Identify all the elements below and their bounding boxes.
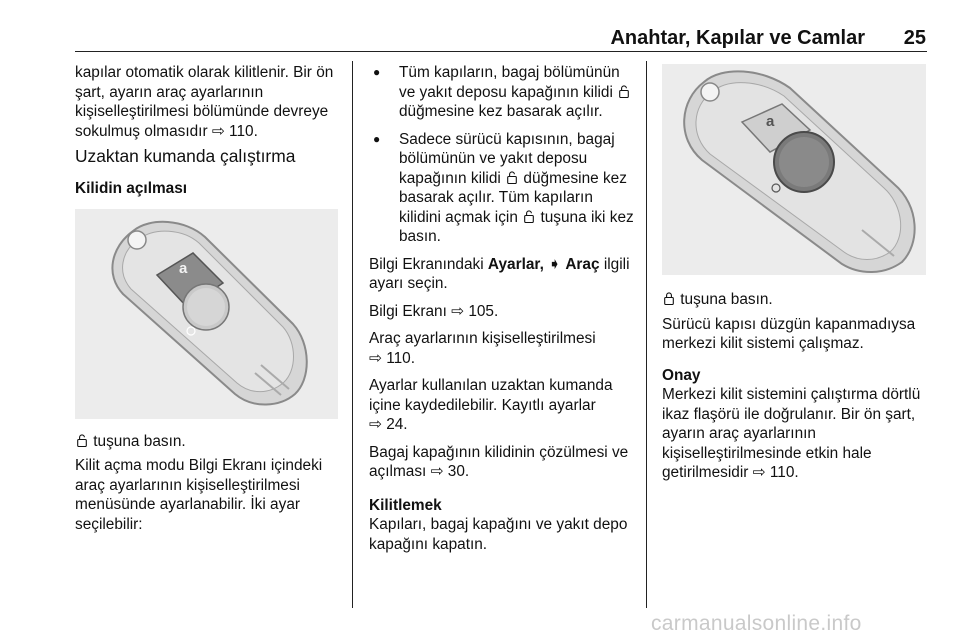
reference-arrow-icon: ⇨ (211, 122, 225, 140)
menu-arrow-icon: ➧ (548, 255, 562, 273)
page-number: 25 (903, 27, 926, 49)
menu-vehicle: Araç (565, 255, 600, 273)
menu-path-paragraph: Bilgi Ekranındaki Ayarlar, ➧ Araç ilgili ayarı seçin. (369, 255, 630, 292)
chapter-title: Anahtar, Kapılar ve Camlar (610, 27, 865, 49)
unlock-icon (507, 171, 517, 184)
reference-arrow-icon: ⇨ (451, 302, 465, 320)
page-reference: 110. (229, 122, 258, 140)
column-middle (369, 63, 635, 562)
confirm-paragraph: Merkezi kilit sistemini çalıştırma dörtlü ikaz flaşörü ile doğrulanır. Bir ön şart, ayarın araç ayarlarının kişiselleştirilmesinde etkin hale getirilmesidir ⇨ 110. (662, 386, 921, 481)
trunk-paragraph: Bagaj kapağının kilidinin çözülmesi ve açılması ⇨ 30. (369, 443, 629, 480)
watermark: carmanualsonline.info (651, 612, 862, 635)
column-right (662, 290, 930, 491)
reference-arrow-icon: ⇨ (369, 416, 382, 433)
reference-personalization: Araç ayarlarının kişiselleştirilmesi ⇨ 110. (369, 330, 596, 367)
saved-settings-paragraph: Ayarlar kullanılan uzaktan kumanda içine kaydedilebilir. Kayıtlı ayarlar ⇨ 24. (369, 377, 613, 433)
subheading-lock: Kilitlemek (369, 496, 442, 514)
unlock-icon (524, 210, 534, 223)
column-divider-left (352, 61, 353, 608)
menu-settings: Ayarlar (487, 255, 540, 273)
reference-arrow-icon: ⇨ (369, 349, 382, 367)
press-instruction: tuşuna basın. (662, 290, 930, 310)
unlock-mode-paragraph: Kilit açma modu Bilgi Ekranı içindeki araç ayarlarının kişiselleştirilmesi menüsünde ayarlanabilir. İki ayar seçilebilir: (75, 457, 323, 533)
subheading-confirm: Onay (662, 366, 701, 384)
press-instruction: tuşuna basın. (75, 432, 343, 452)
column-divider-right (646, 61, 647, 608)
unlock-icon (77, 434, 87, 447)
subheading-unlock: Kilidin açılması (75, 180, 188, 197)
svg-text:a: a (179, 260, 188, 277)
reference-arrow-icon: ⇨ (752, 464, 766, 481)
intro-paragraph: kapılar otomatik olarak kilitlenir. Bir ön şart, ayarın araç ayarlarının kişiselleştirilmesi bölümünde devreye sokulmuş olmasıdır ⇨ 110. (75, 64, 334, 140)
key-fob-unlock-image (75, 209, 338, 419)
warning-paragraph: Sürücü kapısı düzgün kapanmadıysa merkezi kilit sistemi çalışmaz. (662, 315, 916, 352)
key-fob-illustration (662, 64, 926, 275)
lock-icon (664, 292, 674, 305)
list-item: ● Sadece sürücü kapısının, bagaj bölümünün ve yakıt deposu kapağının kilidi düğmesine kez basarak açılır. Tüm kapıların kilidini açmak için tuşuna iki kez basın. (369, 130, 635, 247)
list-item: ● Tüm kapıların, bagaj bölümünün ve yakıt deposu kapağının kilidi düğmesine kez basarak açılır. (369, 63, 635, 122)
svg-text:a: a (766, 113, 775, 130)
header-rule (75, 51, 927, 52)
key-fob-illustration (75, 209, 338, 419)
lock-paragraph: Kapıları, bagaj kapağını ve yakıt depo kapağını kapatın. (369, 516, 628, 553)
unlock-icon (619, 85, 629, 98)
key-fob-lock-image (662, 64, 926, 275)
reference-info-display: Bilgi Ekranı ⇨ 105. (369, 302, 499, 320)
section-heading: Uzaktan kumanda çalıştırma (75, 146, 296, 166)
unlock-options-list (369, 63, 635, 247)
reference-arrow-icon: ⇨ (430, 463, 444, 480)
